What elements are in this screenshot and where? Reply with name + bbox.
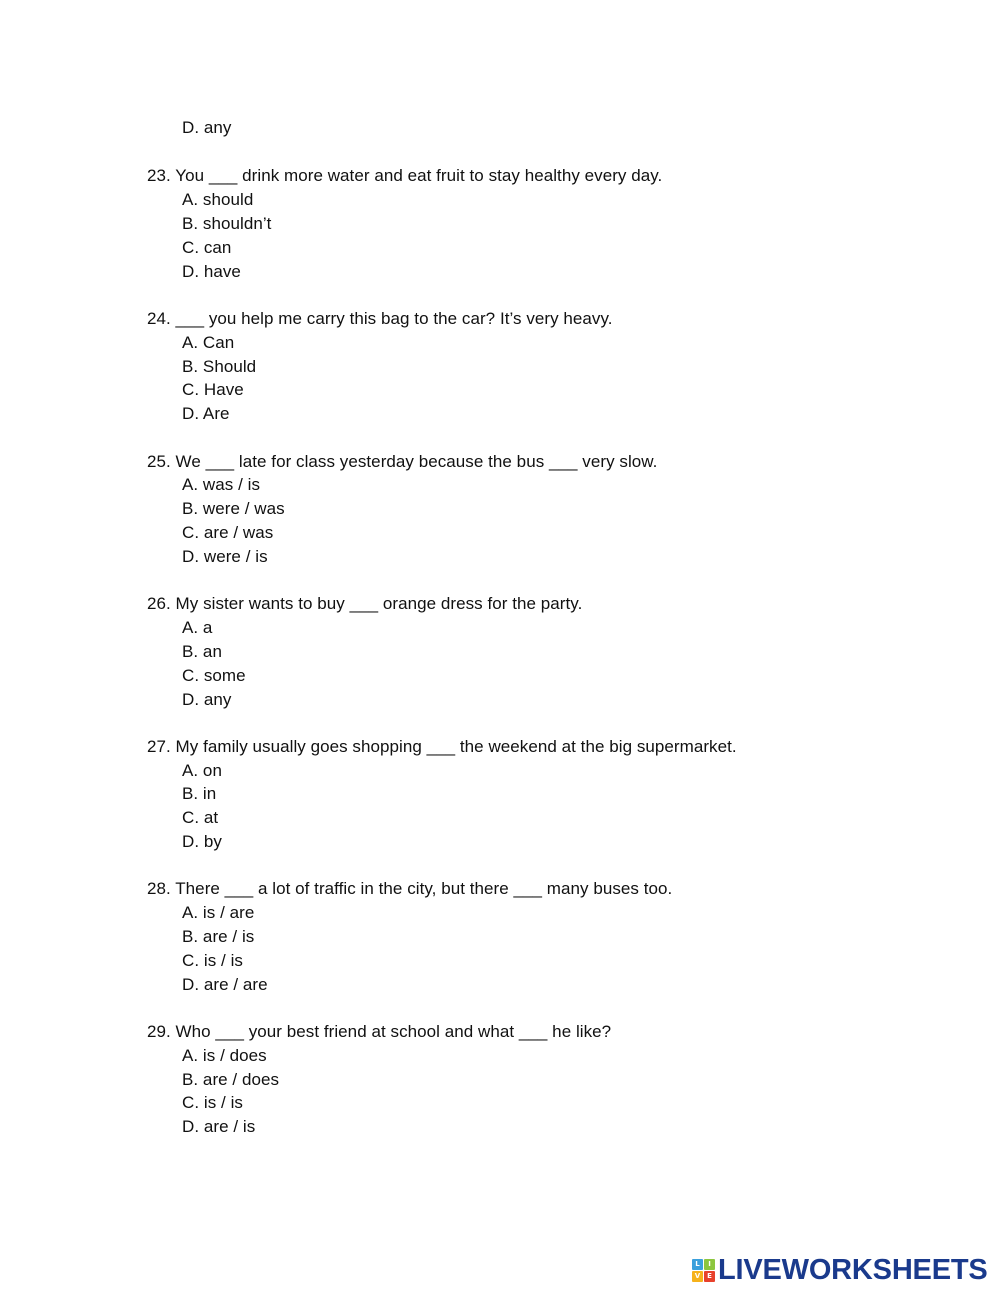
logo-wordmark: LIVEWORKSHEETS xyxy=(718,1254,988,1286)
option-d[interactable]: D. were / is xyxy=(182,547,268,566)
option-a[interactable]: A. was / is xyxy=(182,475,261,494)
option-b[interactable]: B. Should xyxy=(182,357,257,376)
option-c[interactable]: C. some xyxy=(182,666,246,685)
option-d[interactable]: D. Are xyxy=(182,404,230,423)
previous-question-option-d: D. any xyxy=(182,118,232,137)
question-stem: 24. ___ you help me carry this bag to the car? It’s very heavy. xyxy=(147,309,613,328)
question-stem: 28. There ___ a lot of traffic in the city, but there ___ many buses too. xyxy=(147,879,673,898)
option-c[interactable]: C. can xyxy=(182,238,232,257)
option-a[interactable]: A. is / are xyxy=(182,903,255,922)
option-d[interactable]: D. have xyxy=(182,262,241,281)
option-b[interactable]: B. were / was xyxy=(182,499,285,518)
liveworksheets-logo xyxy=(692,1254,988,1286)
logo-cell: V xyxy=(692,1271,703,1282)
option-b[interactable]: B. in xyxy=(182,784,217,803)
option-c[interactable]: C. is / is xyxy=(182,951,243,970)
option-d[interactable]: D. are / is xyxy=(182,1117,256,1136)
logo-cell: I xyxy=(704,1259,715,1270)
question-stem: 26. My sister wants to buy ___ orange dress for the party. xyxy=(147,594,583,613)
question-stem: 29. Who ___ your best friend at school and what ___ he like? xyxy=(147,1022,612,1041)
question-stem: 25. We ___ late for class yesterday because the bus ___ very slow. xyxy=(147,452,658,471)
logo-cell: E xyxy=(704,1271,715,1282)
option-b[interactable]: B. are / does xyxy=(182,1070,280,1089)
option-c[interactable]: C. is / is xyxy=(182,1093,243,1112)
option-b[interactable]: B. shouldn’t xyxy=(182,214,272,233)
logo-cell: L xyxy=(692,1259,703,1270)
option-b[interactable]: B. an xyxy=(182,642,222,661)
option-a[interactable]: A. Can xyxy=(182,333,235,352)
logo-mark-icon xyxy=(692,1259,715,1282)
question-stem: 27. My family usually goes shopping ___ the weekend at the big supermarket. xyxy=(147,737,737,756)
question-stem: 23. You ___ drink more water and eat fruit to stay healthy every day. xyxy=(147,166,663,185)
option-b[interactable]: B. are / is xyxy=(182,927,255,946)
option-a[interactable]: A. on xyxy=(182,761,222,780)
option-c[interactable]: C. at xyxy=(182,808,219,827)
option-d[interactable]: D. any xyxy=(182,690,232,709)
option-a[interactable]: A. a xyxy=(182,618,213,637)
option-d[interactable]: D. are / are xyxy=(182,975,268,994)
option-c[interactable]: C. are / was xyxy=(182,523,274,542)
option-a[interactable]: A. should xyxy=(182,190,254,209)
option-d[interactable]: D. by xyxy=(182,832,222,851)
option-c[interactable]: C. Have xyxy=(182,380,244,399)
option-a[interactable]: A. is / does xyxy=(182,1046,267,1065)
